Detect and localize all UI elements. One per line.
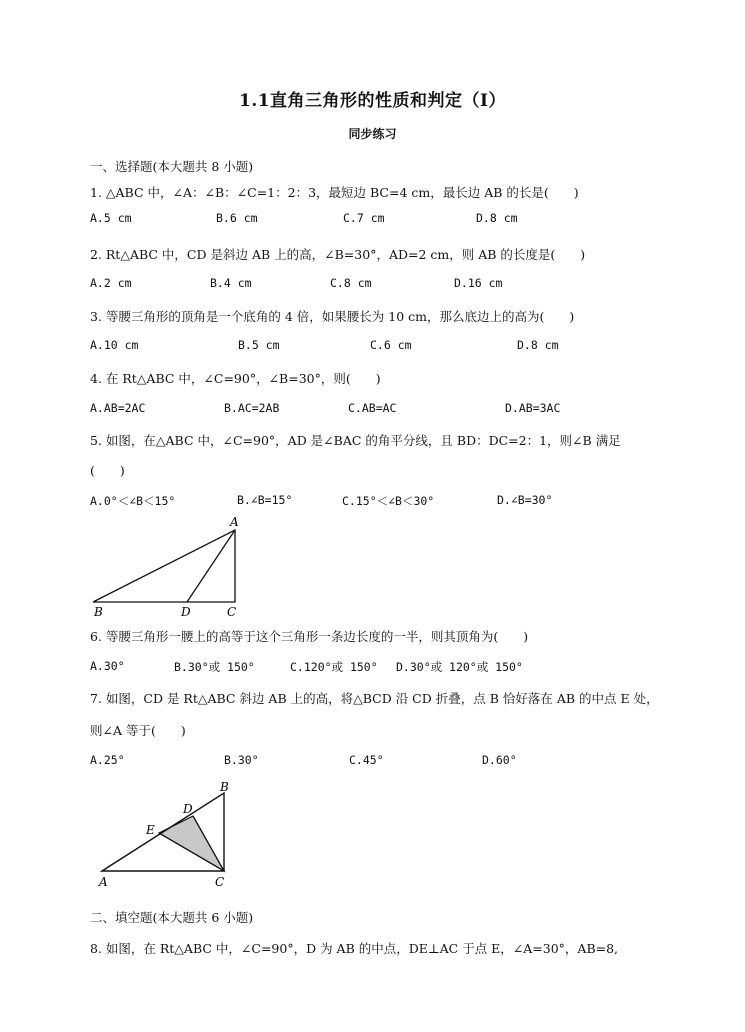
label-d: D: [183, 802, 193, 816]
question-5: 5. 如图，在△ABC 中，∠C=90°，AD 是∠BAC 的角平分线，且 BD：DC=2：1，则∠B 满足: [90, 433, 621, 448]
q6-option-c: C.120°或 150°: [290, 660, 378, 674]
q1-option-b: B.6 cm: [216, 211, 258, 225]
question-1: 1. △ABC 中，∠A：∠B：∠C=1：2：3，最短边 BC=4 cm，最长边 AB 的长是( ): [90, 185, 579, 200]
q1-option-d: D.8 cm: [476, 211, 518, 225]
q7-option-c: C.45°: [349, 753, 384, 767]
triangle-abc: [93, 530, 235, 602]
q7-option-a: A.25°: [90, 753, 125, 767]
q1-option-c: C.7 cm: [343, 211, 385, 225]
question-7: 7. 如图，CD 是 Rt△ABC 斜边 AB 上的高，将△BCD 沿 CD 折叠，点 B 恰好落在 AB 的中点 E 处，: [90, 691, 659, 706]
question-2: 2. Rt△ABC 中，CD 是斜边 AB 上的高，∠B=30°，AD=2 cm，则 AB 的长度是( ): [90, 247, 586, 262]
page-subtitle: 同步练习: [348, 127, 397, 141]
label-c: C: [227, 605, 237, 619]
q3-option-c: C.6 cm: [370, 338, 412, 352]
q7-option-b: B.30°: [224, 753, 259, 767]
label-b: B: [94, 605, 103, 619]
q2-option-c: C.8 cm: [330, 276, 372, 290]
q3-option-b: B.5 cm: [238, 338, 280, 352]
question-7-line2: 则∠A 等于( ): [90, 723, 186, 738]
q4-option-b: B.AC=2AB: [224, 401, 280, 415]
section-choice-header: 一、选择题(本大题共 8 小题): [90, 159, 254, 174]
q5-option-d: D.∠B=30°: [497, 493, 553, 507]
shaded-triangle-ecd: [159, 816, 224, 871]
q4-option-c: C.AB=AC: [348, 401, 397, 415]
figure-q5-triangle: [88, 512, 258, 620]
question-5-bracket: ( ): [90, 463, 125, 478]
q2-option-a: A.2 cm: [90, 276, 132, 290]
q2-option-b: B.4 cm: [210, 276, 252, 290]
question-8: 8. 如图，在 Rt△ABC 中，∠C=90°，D 为 AB 的中点，DE⊥AC 于点 E，∠A=30°，AB=8,: [90, 941, 619, 956]
figure-q7-fold: [94, 778, 244, 892]
page-title: 1.1直角三角形的性质和判定（Ⅰ）: [238, 91, 507, 111]
q1-option-a: A.5 cm: [90, 211, 132, 225]
q4-option-d: D.AB=3AC: [505, 401, 561, 415]
q5-option-b: B.∠B=15°: [237, 493, 293, 507]
question-6: 6. 等腰三角形一腰上的高等于这个三角形一条边长度的一半，则其顶角为( ): [90, 629, 529, 644]
label-e: E: [146, 823, 155, 837]
q6-option-d: D.30°或 120°或 150°: [396, 660, 523, 674]
q5-option-a: A.0°＜∠B＜15°: [90, 494, 176, 508]
q3-option-d: D.8 cm: [517, 338, 559, 352]
bisector-ad: [187, 530, 235, 602]
label-a: A: [99, 875, 108, 889]
section-fill-header: 二、填空题(本大题共 6 小题): [90, 910, 254, 925]
q7-option-d: D.60°: [482, 753, 517, 767]
label-c: C: [215, 875, 225, 889]
q6-option-b: B.30°或 150°: [174, 660, 255, 674]
q3-option-a: A.10 cm: [90, 338, 139, 352]
label-d: D: [181, 605, 191, 619]
q6-option-a: A.30°: [90, 659, 125, 673]
label-a: A: [230, 515, 239, 529]
question-3: 3. 等腰三角形的顶角是一个底角的 4 倍，如果腰长为 10 cm，那么底边上的高为( ): [90, 309, 575, 324]
q4-option-a: A.AB=2AC: [90, 401, 146, 415]
q2-option-d: D.16 cm: [454, 276, 503, 290]
q5-option-c: C.15°＜∠B＜30°: [342, 494, 435, 508]
label-b: B: [220, 780, 229, 794]
question-4: 4. 在 Rt△ABC 中，∠C=90°，∠B=30°，则( ): [90, 371, 381, 386]
